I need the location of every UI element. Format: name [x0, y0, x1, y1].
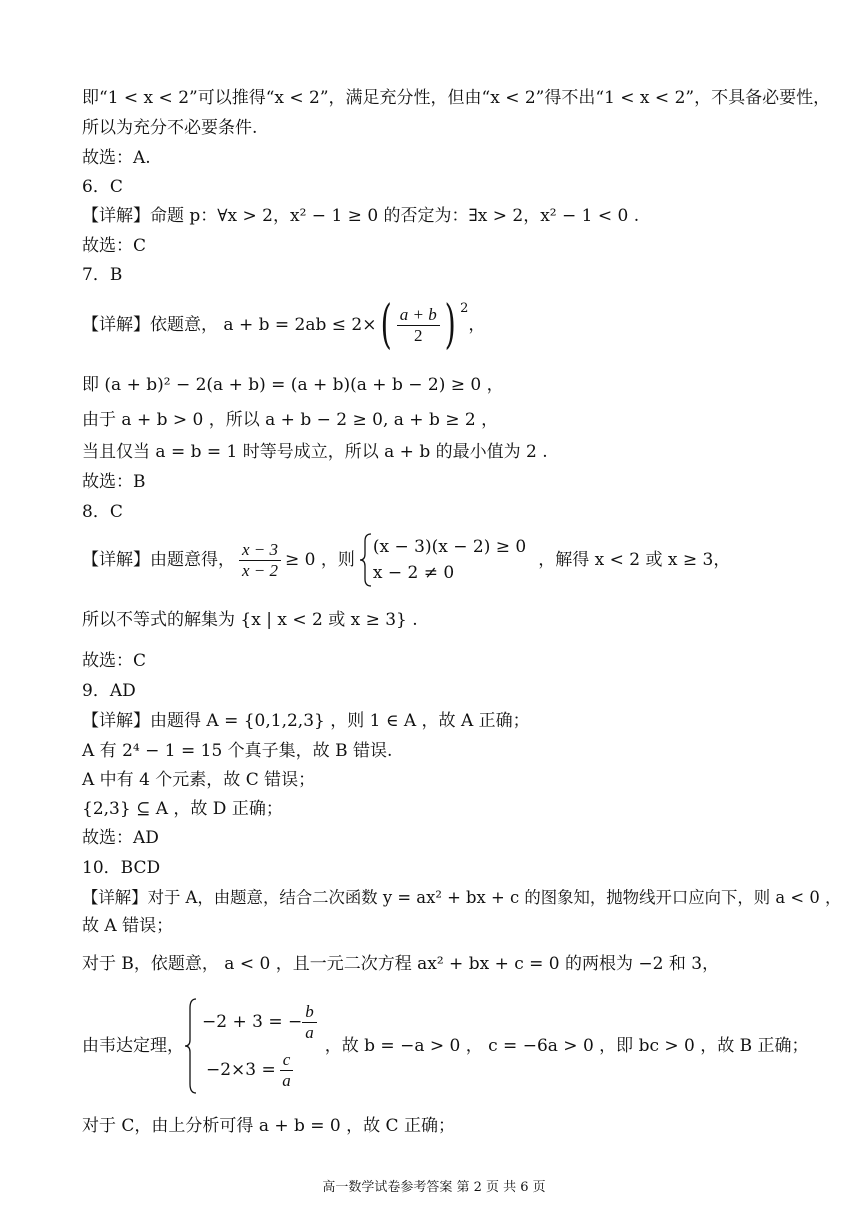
vieta-system: [82, 996, 809, 1096]
text-line: 所以为充分不必要条件.: [82, 118, 258, 138]
text-line: 对于 B，依题意， a < 0 ，且一元二次方程 ax² + bx + c = 0 的两根为 −2 和 3，: [82, 954, 720, 974]
fraction-denominator: a: [282, 1070, 291, 1090]
detail-text: 对于 A，由题意，结合二次函数 y = ax² + bx + c 的图象知，抛物线开口应向下，则 a < 0 ，: [147, 888, 842, 907]
question-7-number: 7．B: [82, 265, 123, 285]
system-row: [202, 998, 317, 1046]
question-8-answer: 故选：C: [82, 651, 147, 671]
question-8-number: 8．C: [82, 502, 123, 522]
system-row: [202, 1046, 317, 1094]
equation-system: [202, 998, 317, 1094]
detail-tail: ，: [468, 315, 486, 335]
text-line: 由于 a + b > 0 ，所以 a + b − 2 ≥ 0, a + b ≥ 2 ，: [82, 410, 499, 430]
text-line: A 有 2⁴ − 1 = 15 个真子集，故 B 错误.: [82, 741, 393, 761]
detail-label: 【详解】: [82, 550, 150, 570]
fraction: [397, 305, 440, 346]
fraction-numerator: b: [302, 1002, 317, 1023]
fraction-denominator: a: [305, 1022, 314, 1042]
question-8-detail: [82, 532, 730, 588]
question-9-number: 9．AD: [82, 681, 136, 701]
detail-text: 依题意， a + b = 2ab ≤ 2×: [150, 315, 377, 335]
text-line: 即“1 < x < 2”可以推得“x < 2”，满足充分性，但由“x < 2”得不出“1 < x < 2”，不具备必要性，: [82, 88, 831, 108]
fraction-denominator: x − 2: [242, 560, 279, 580]
text-line: A 中有 4 个元素，故 C 错误；: [82, 770, 316, 790]
question-7-answer: 故选：B: [82, 472, 146, 492]
question-6-detail: [82, 206, 639, 226]
detail-label: 【详解】: [82, 206, 150, 226]
page-footer: 高一数学试卷参考答案 第 2 页 共 6 页: [322, 1180, 546, 1195]
detail-label: 【详解】: [82, 711, 150, 731]
brace-icon: [184, 998, 198, 1094]
fraction-denominator: 2: [414, 325, 423, 345]
detail-text: 由题意得，: [150, 550, 235, 570]
fraction: [302, 1002, 317, 1043]
text-line: {2,3} ⊆ A ，故 D 正确；: [82, 799, 283, 819]
detail-text: 由题得 A = {0,1,2,3} ，则 1 ∈ A ，故 A 正确；: [150, 711, 530, 731]
question-10-detail: [82, 888, 841, 908]
system-row: (x − 3)(x − 2) ≥ 0: [372, 537, 527, 557]
text-line: 所以不等式的解集为 {x | x < 2 或 x ≥ 3} .: [82, 610, 418, 630]
fraction-numerator: x − 3: [239, 540, 281, 561]
system-row: x − 2 ≠ 0: [372, 563, 455, 583]
text-line: 对于 C，由上分析可得 a + b = 0 ，故 C 正确；: [82, 1116, 455, 1136]
text-line: 当且仅当 a = b = 1 时等号成立，所以 a + b 的最小值为 2 .: [82, 442, 548, 462]
question-7-detail: [82, 295, 485, 355]
detail-text: ≥ 0 ，则: [285, 550, 355, 570]
fraction-numerator: a + b: [397, 305, 440, 326]
question-9-answer: 故选：AD: [82, 828, 159, 848]
fraction: [280, 1050, 294, 1091]
superscript: 2: [460, 301, 469, 316]
detail-text: 命题 p：∀x > 2，x² − 1 ≥ 0 的否定为：∃x > 2，x² − 1 < 0 .: [150, 206, 640, 226]
text-line: 故选：A.: [82, 148, 151, 168]
system-brace: [184, 998, 198, 1094]
detail-label: 【详解】: [82, 888, 148, 907]
detail-text: ，解得 x < 2 或 x ≥ 3，: [538, 550, 731, 570]
right-paren: ): [444, 295, 456, 355]
question-9-detail: [82, 711, 530, 731]
detail-label: 【详解】: [82, 315, 150, 335]
question-10-number: 10．BCD: [82, 858, 161, 878]
system-brace: [359, 533, 373, 587]
fraction: [239, 540, 281, 581]
detail-text: 由韦达定理，: [82, 1036, 184, 1056]
equation-system: [373, 534, 526, 586]
detail-text: ，故 b = −a > 0 ， c = −6a > 0 ，即 bc > 0 ，故 B 正确；: [324, 1036, 809, 1056]
text-line: 故 A 错误；: [82, 916, 174, 936]
equation-left: −2 + 3 = −: [202, 1012, 303, 1032]
brace-icon: [359, 533, 373, 587]
question-6-answer: 故选：C: [82, 236, 147, 256]
fraction-numerator: c: [280, 1050, 294, 1071]
text-line: 即 (a + b)² − 2(a + b) = (a + b)(a + b − 2) ≥ 0 ，: [82, 375, 504, 395]
left-paren: (: [381, 295, 393, 355]
equation-left: −2×3 =: [206, 1060, 276, 1080]
question-6-number: 6．C: [82, 177, 123, 197]
